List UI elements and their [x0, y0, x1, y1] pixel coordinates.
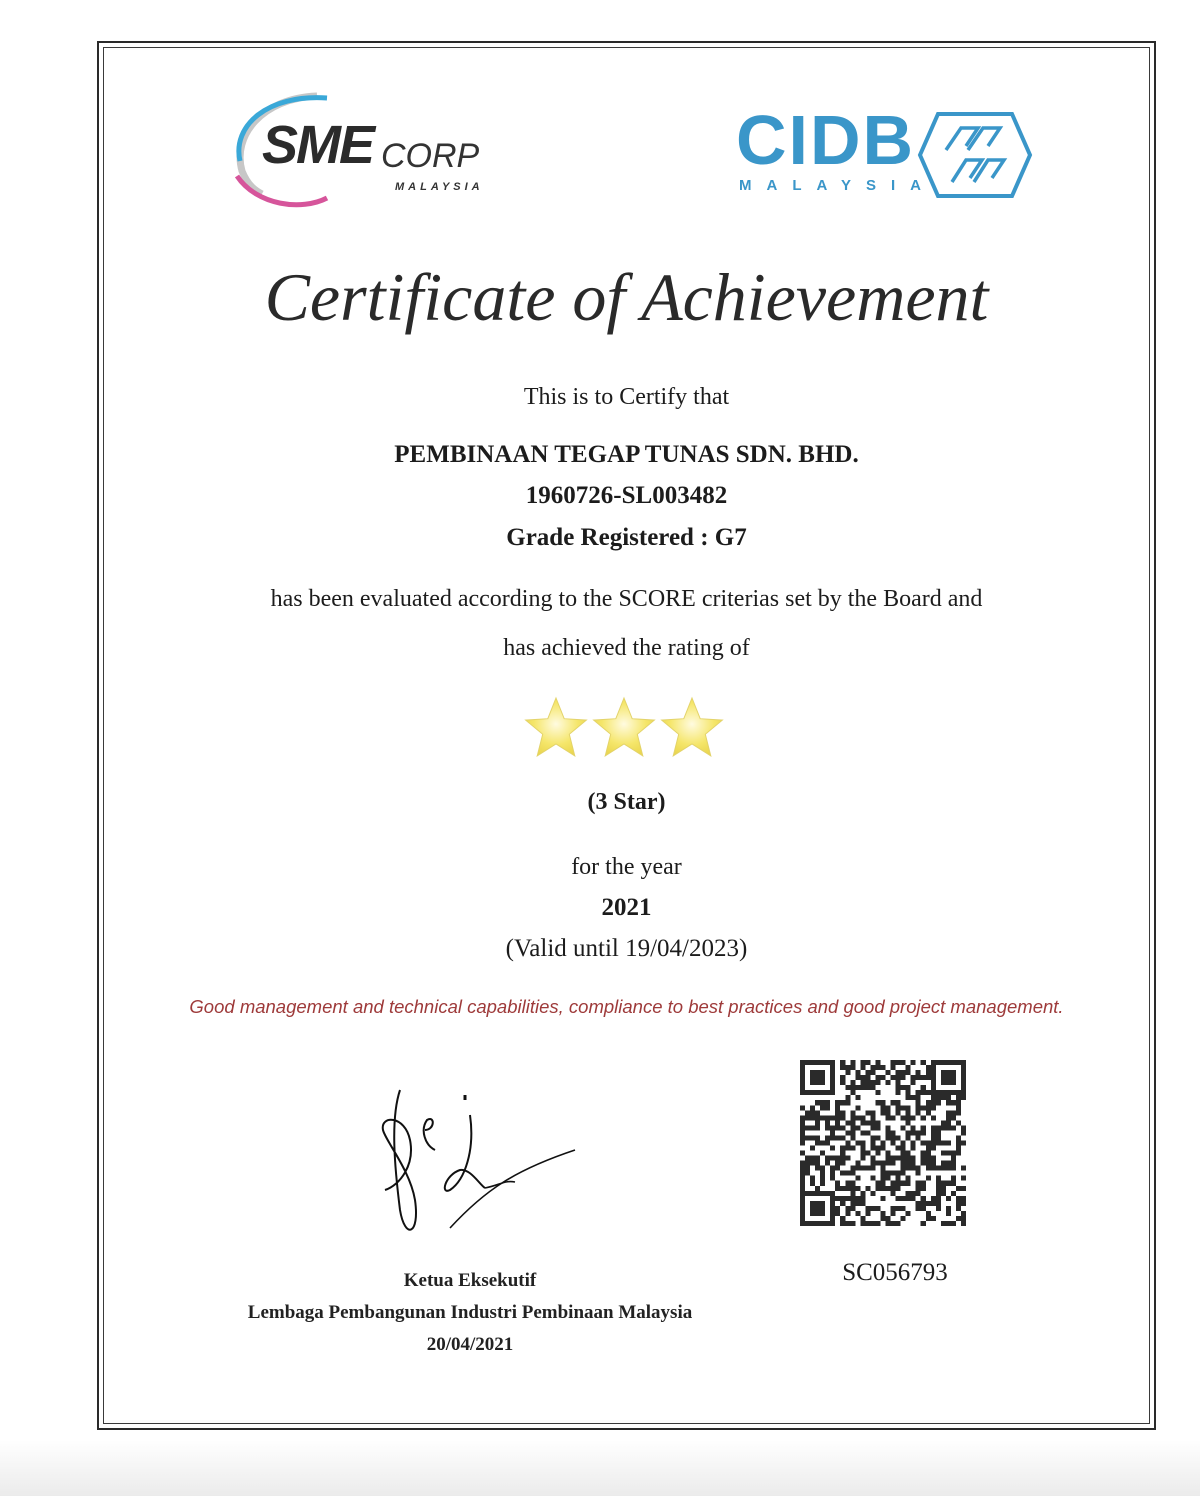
star-rating	[522, 694, 726, 764]
signatory-title: Ketua Eksekutif	[403, 1270, 537, 1291]
smecorp-logo-text: SME	[262, 115, 374, 175]
grade-registered: Grade Registered : G7	[506, 524, 747, 551]
certificate-title: Certificate of Achievement	[264, 259, 989, 335]
star-icon	[594, 698, 655, 756]
smecorp-logo-corp: CORP	[381, 137, 480, 175]
certificate-year: 2021	[601, 894, 652, 921]
evaluation-text-line2: has achieved the rating of	[503, 635, 750, 661]
certificate-number: SC056793	[842, 1259, 948, 1286]
smecorp-logo-subtitle: MALAYSIA	[395, 181, 484, 193]
certify-intro: This is to Certify that	[523, 384, 730, 410]
evaluation-text-line1: has been evaluated according to the SCORE criterias set by the Board and	[270, 586, 983, 612]
cidb-logo-text: CIDB	[736, 101, 916, 179]
page-bottom-shadow	[0, 1440, 1200, 1496]
qr-code-image	[800, 1060, 966, 1226]
cidb-hexagon-icon	[916, 110, 1034, 200]
signature-image	[365, 1070, 595, 1250]
remark-statement: Good management and technical capabilities, compliance to best practices and good project management.	[189, 996, 1064, 1017]
signatory-organization: Lembaga Pembangunan Industri Pembinaan Malaysia	[247, 1302, 693, 1323]
signature-date: 20/04/2021	[426, 1334, 514, 1355]
star-icon	[662, 698, 723, 756]
registration-number: 1960726-SL003482	[525, 482, 728, 509]
company-name: PEMBINAAN TEGAP TUNAS SDN. BHD.	[394, 441, 859, 468]
for-year-label: for the year	[571, 854, 682, 880]
star-icon	[526, 698, 587, 756]
rating-label: (3 Star)	[587, 789, 666, 815]
validity-date: (Valid until 19/04/2023)	[505, 935, 748, 962]
cidb-logo-subtitle: MALAYSIA	[739, 177, 936, 194]
